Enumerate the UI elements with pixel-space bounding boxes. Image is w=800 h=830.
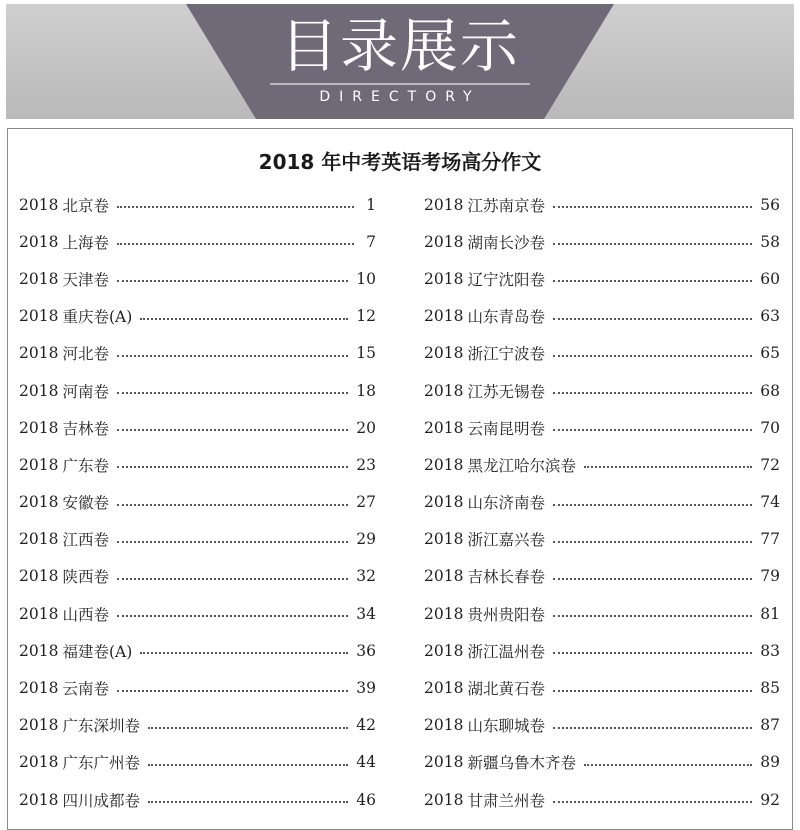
toc-leader-dots <box>140 317 348 320</box>
toc-leader-dots <box>553 614 752 617</box>
toc-leader-dots <box>553 317 752 320</box>
toc-entry-page: 29 <box>356 530 376 549</box>
toc-entry-title: 湖南长沙卷 <box>467 233 545 252</box>
toc-entry <box>19 632 376 669</box>
toc-leader-dots <box>117 391 348 394</box>
toc-entry <box>424 595 780 632</box>
toc-entry <box>424 446 780 483</box>
toc-entry-title: 江苏无锡卷 <box>467 382 545 401</box>
toc-entry <box>424 298 780 335</box>
toc-entry-year: 2018 <box>424 344 464 363</box>
toc-entry-year: 2018 <box>424 381 464 400</box>
toc-entry <box>19 669 376 706</box>
toc-entry <box>424 521 780 558</box>
toc-entry <box>19 707 376 744</box>
toc-entry-title: 湖北黄石卷 <box>467 680 545 699</box>
toc-entry-page: 27 <box>356 493 376 512</box>
toc-entry <box>424 558 780 595</box>
toc-entry-page: 68 <box>760 381 780 400</box>
toc-entry-page: 32 <box>356 567 376 586</box>
toc-entry-title: 江西卷 <box>62 531 109 550</box>
toc-entry-page: 79 <box>760 567 780 586</box>
toc-entry-year: 2018 <box>424 567 464 586</box>
toc-entry <box>424 707 780 744</box>
toc-entry-title: 吉林长春卷 <box>467 568 545 587</box>
toc-entry-title: 甘肃兰州卷 <box>467 791 545 810</box>
toc-entry <box>424 632 780 669</box>
toc-entry-year: 2018 <box>19 716 59 735</box>
toc-leader-dots <box>117 354 348 357</box>
toc-entry-year: 2018 <box>19 195 59 214</box>
toc-leader-dots <box>553 651 752 654</box>
toc-entry <box>424 669 780 706</box>
toc-leader-dots <box>117 577 348 580</box>
toc-entry-page: 23 <box>356 455 376 474</box>
toc-entry-page: 60 <box>760 269 780 288</box>
toc-entry-year: 2018 <box>424 679 464 698</box>
toc-entry-title: 河北卷 <box>62 345 109 364</box>
toc-entry-title: 吉林卷 <box>62 419 109 438</box>
toc-leader-dots <box>553 577 752 580</box>
toc-entry-year: 2018 <box>19 344 59 363</box>
toc-leader-dots <box>553 800 752 803</box>
toc-leader-dots <box>553 279 752 282</box>
toc-entry <box>19 223 376 260</box>
toc-entry-year: 2018 <box>19 604 59 623</box>
toc-entry-page: 10 <box>356 269 376 288</box>
toc-entry-year: 2018 <box>424 418 464 437</box>
toc-leader-dots <box>117 428 348 431</box>
toc-entry-page: 83 <box>760 641 780 660</box>
toc-entry-page: 34 <box>356 604 376 623</box>
toc-entry <box>19 335 376 372</box>
toc-entry-title: 上海卷 <box>62 233 109 252</box>
toc-entry <box>424 744 780 781</box>
toc-entry <box>19 298 376 335</box>
toc-entry-page: 12 <box>356 307 376 326</box>
toc-leader-dots <box>553 354 752 357</box>
toc-entry <box>424 335 780 372</box>
toc-entry <box>19 260 376 297</box>
toc-entry <box>19 521 376 558</box>
toc-entry <box>19 484 376 521</box>
toc-entry-page: 46 <box>356 790 376 809</box>
banner-subtitle: DIRECTORY <box>319 89 481 105</box>
toc-leader-dots <box>148 800 348 803</box>
toc-entry <box>424 372 780 409</box>
toc-leader-dots <box>117 279 348 282</box>
toc-entry-page: 18 <box>356 381 376 400</box>
toc-leader-dots <box>553 726 752 729</box>
toc-entry-year: 2018 <box>19 567 59 586</box>
toc-entry-title: 黑龙江哈尔滨卷 <box>467 456 576 475</box>
toc-entry-title: 新疆乌鲁木齐卷 <box>467 754 576 773</box>
toc-entry-year: 2018 <box>424 790 464 809</box>
banner-title: 目录展示 <box>279 12 520 80</box>
toc-entry-year: 2018 <box>19 493 59 512</box>
toc-entry-page: 77 <box>760 530 780 549</box>
toc-entry <box>19 595 376 632</box>
toc-entry-title: 天津卷 <box>62 270 109 289</box>
toc-entry-page: 56 <box>760 195 780 214</box>
toc-entry-title: 北京卷 <box>62 196 109 215</box>
toc-entry-page: 36 <box>356 641 376 660</box>
toc-entry-title: 浙江嘉兴卷 <box>467 531 545 550</box>
toc-entry-year: 2018 <box>424 232 464 251</box>
toc-entry-title: 重庆卷(A) <box>62 308 133 327</box>
toc-entry-page: 58 <box>760 232 780 251</box>
toc-entry <box>424 260 780 297</box>
toc-entry <box>19 558 376 595</box>
toc-entry-title: 安徽卷 <box>62 494 109 513</box>
toc-leader-dots <box>553 540 752 543</box>
toc-entry-page: 89 <box>760 753 780 772</box>
toc-entry-year: 2018 <box>19 381 59 400</box>
toc-entry-year: 2018 <box>424 753 464 772</box>
toc-entry-title: 云南昆明卷 <box>467 419 545 438</box>
toc-entry-page: 81 <box>760 604 780 623</box>
toc-entry <box>19 372 376 409</box>
toc-heading: 2018 年中考英语考场高分作文 <box>258 150 542 174</box>
toc-entry-year: 2018 <box>424 269 464 288</box>
toc-entry-year: 2018 <box>19 641 59 660</box>
toc-entry-year: 2018 <box>19 753 59 772</box>
toc-entry-title: 山东青岛卷 <box>467 308 545 327</box>
directory-banner <box>0 0 800 121</box>
toc-entry-page: 42 <box>356 716 376 735</box>
toc-entry-page: 65 <box>760 344 780 363</box>
toc-leader-dots <box>117 689 348 692</box>
toc-entry-page: 72 <box>760 455 780 474</box>
toc-entry-year: 2018 <box>19 679 59 698</box>
toc-entry <box>424 186 780 223</box>
toc-entry-year: 2018 <box>19 790 59 809</box>
toc-entry <box>19 744 376 781</box>
toc-entry-year: 2018 <box>424 604 464 623</box>
toc-leader-dots <box>553 242 752 245</box>
toc-entry-year: 2018 <box>19 418 59 437</box>
toc-entry-page: 44 <box>356 753 376 772</box>
toc-entry-page: 1 <box>366 195 376 214</box>
toc-entry-year: 2018 <box>424 195 464 214</box>
toc-leader-dots <box>117 242 354 245</box>
toc-entry-page: 70 <box>760 418 780 437</box>
toc-entry-title: 山东聊城卷 <box>467 717 545 736</box>
toc-entry-title: 云南卷 <box>62 680 109 699</box>
toc-entry <box>424 484 780 521</box>
toc-entry-title: 浙江宁波卷 <box>467 345 545 364</box>
toc-entry-page: 15 <box>356 344 376 363</box>
toc-leader-dots <box>117 540 348 543</box>
toc-entry-page: 92 <box>760 790 780 809</box>
toc-entry-title: 江苏南京卷 <box>467 196 545 215</box>
toc-entry-year: 2018 <box>424 716 464 735</box>
toc-leader-dots <box>117 503 348 506</box>
toc-entry-year: 2018 <box>19 269 59 288</box>
toc-entry-title: 辽宁沈阳卷 <box>467 270 545 289</box>
toc-leader-dots <box>553 391 752 394</box>
toc-entry-title: 广东广州卷 <box>62 754 140 773</box>
toc-entry-title: 四川成都卷 <box>62 791 140 810</box>
toc-leader-dots <box>584 465 752 468</box>
toc-leader-dots <box>140 651 348 654</box>
toc-entry-page: 63 <box>760 307 780 326</box>
toc-leader-dots <box>117 465 348 468</box>
toc-entry-title: 山西卷 <box>62 605 109 624</box>
toc-leader-dots <box>553 205 752 208</box>
toc-entry-page: 87 <box>760 716 780 735</box>
toc-entry <box>19 446 376 483</box>
toc-entry <box>19 186 376 223</box>
toc-entry-year: 2018 <box>19 455 59 474</box>
toc-column-right <box>424 186 780 818</box>
toc-entry-page: 39 <box>356 679 376 698</box>
toc-leader-dots <box>584 763 752 766</box>
toc-leader-dots <box>553 503 752 506</box>
toc-leader-dots <box>148 763 348 766</box>
toc-entry-page: 85 <box>760 679 780 698</box>
toc-leader-dots <box>553 689 752 692</box>
toc-leader-dots <box>553 428 752 431</box>
toc-leader-dots <box>148 726 348 729</box>
toc-entry-year: 2018 <box>19 307 59 326</box>
toc-entry-year: 2018 <box>424 455 464 474</box>
toc-entry-page: 7 <box>366 232 376 251</box>
toc-entry-year: 2018 <box>19 530 59 549</box>
toc-leader-dots <box>117 205 354 208</box>
toc-entry-page: 20 <box>356 418 376 437</box>
toc-entry <box>19 409 376 446</box>
toc-entry-title: 广东深圳卷 <box>62 717 140 736</box>
toc-entry-title: 陕西卷 <box>62 568 109 587</box>
toc-entry <box>424 409 780 446</box>
toc-entry-title: 浙江温州卷 <box>467 642 545 661</box>
toc-entry <box>424 223 780 260</box>
toc-entry-title: 福建卷(A) <box>62 642 133 661</box>
toc-column-left <box>19 186 376 818</box>
toc-entry-title: 山东济南卷 <box>467 494 545 513</box>
toc-entry-title: 河南卷 <box>62 382 109 401</box>
toc-entry-year: 2018 <box>19 232 59 251</box>
toc-entry-year: 2018 <box>424 307 464 326</box>
toc-entry-year: 2018 <box>424 493 464 512</box>
toc-entry-year: 2018 <box>424 530 464 549</box>
toc-leader-dots <box>117 614 348 617</box>
toc-entry-title: 贵州贵阳卷 <box>467 605 545 624</box>
toc-entry-title: 广东卷 <box>62 456 109 475</box>
toc-entry-page: 74 <box>760 493 780 512</box>
toc-entry-year: 2018 <box>424 641 464 660</box>
